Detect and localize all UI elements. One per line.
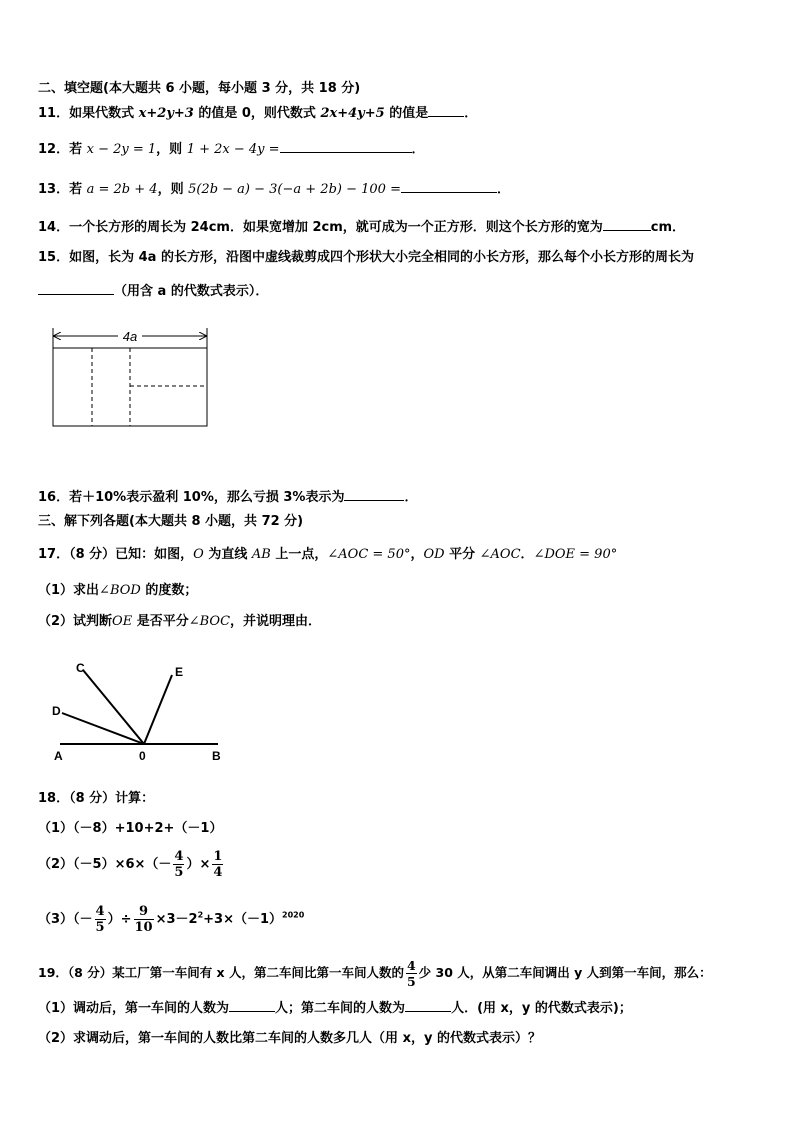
q18-p3-fraction-1: $\frac{4}{5}$ bbox=[95, 904, 105, 935]
q18-p2-fraction-1: $\frac{4}{5}$ bbox=[174, 849, 184, 880]
q18-p3-square: 2 bbox=[197, 910, 204, 920]
q19-text: 19．（8 分）某工厂第一车间有 x 人，第二车间比第一车间人数的 bbox=[38, 965, 404, 980]
q17-sub1-text-post: 的度数； bbox=[140, 583, 198, 598]
q19-s1-text-c: 人．(用 x，y 的代数式表示)； bbox=[451, 1001, 632, 1016]
question-18-title: 18．（8 分）计算： bbox=[38, 791, 155, 806]
q14-text: 14．一个长方形的周长为 24cm．如果宽增加 2cm，就可成为一个正方形．则这个长方形的宽为 bbox=[38, 220, 603, 235]
q15-text: （用含 a 的代数式表示）． bbox=[114, 284, 269, 299]
q18-p3-text-c: ×3－2 bbox=[155, 912, 198, 927]
q17-sub-1 bbox=[38, 582, 197, 600]
q13-text-mid: ，则 bbox=[157, 182, 189, 197]
q18-p2-text-b: ）× bbox=[186, 857, 211, 872]
q11-answer-blank[interactable] bbox=[428, 104, 464, 117]
q17-text-4: 平分 bbox=[444, 547, 480, 562]
ray-oe bbox=[144, 675, 172, 744]
question-16 bbox=[38, 488, 417, 507]
q17-sub2-text: （2）试判断 bbox=[38, 614, 113, 629]
q12-answer-blank[interactable] bbox=[280, 140, 412, 153]
q17-line-ab: AB bbox=[251, 547, 271, 562]
q11-end: ． bbox=[464, 106, 478, 121]
question-15-line2 bbox=[38, 282, 268, 301]
q19-s1-text-a: （1）调动后，第一车间的人数为 bbox=[38, 1001, 230, 1016]
label-o: 0 bbox=[139, 749, 146, 763]
q17-text-1: 为直线 bbox=[203, 547, 252, 562]
q13-answer-blank[interactable] bbox=[401, 180, 497, 193]
q17-ray-od: OD bbox=[423, 547, 445, 562]
q18-p3-text-a: （3）（－ bbox=[38, 912, 93, 927]
q17-angle-doe: ∠DOE = 90° bbox=[533, 547, 618, 562]
q11-expr1: x+2y+3 bbox=[138, 106, 194, 121]
q11-text: 11．如果代数式 bbox=[38, 106, 139, 121]
question-13 bbox=[38, 180, 510, 199]
q17-sub2-text-post: ，并说明理由． bbox=[230, 614, 322, 629]
section-3-title: 三、解下列各题(本大题共 8 小题，共 72 分) bbox=[38, 514, 304, 529]
question-11 bbox=[38, 104, 477, 123]
q18-p2-fraction-2: $\frac{1}{4}$ bbox=[213, 849, 223, 880]
label-a: A bbox=[54, 749, 63, 763]
q17-sub2-text-mid: 是否平分 bbox=[132, 614, 189, 629]
q17-point-o: O bbox=[193, 547, 204, 562]
q11-expr2: 2x+4y+5 bbox=[320, 106, 385, 121]
q19-fraction: $\frac{4}{5}$ bbox=[406, 958, 416, 989]
q17-text-3: ， bbox=[410, 547, 424, 562]
q17-text: 17．（8 分）已知：如图， bbox=[38, 547, 194, 562]
q12-expression: 1 + 2x − 4y = bbox=[186, 142, 280, 157]
q16-end: ． bbox=[404, 490, 418, 505]
q12-end: ． bbox=[411, 142, 425, 157]
q13-condition: a = 2b + 4 bbox=[86, 182, 158, 197]
label-e: E bbox=[175, 665, 184, 679]
q19-text-post: 少 30 人，从第二车间调出 y 人到第一车间，那么： bbox=[418, 965, 712, 980]
q17-sub-2 bbox=[38, 613, 321, 631]
q18-p2-text-a: （2）（－5）×6×（－ bbox=[38, 857, 172, 872]
question-15-line1: 15．如图，长为 4a 的长方形，沿图中虚线裁剪成四个形状大小完全相同的小长方形，那么每个小长方形的周长为 bbox=[38, 250, 694, 265]
question-14 bbox=[38, 218, 685, 237]
q18-p3-exponent: 2020 bbox=[282, 910, 305, 920]
dim-label: 4a bbox=[122, 329, 138, 344]
q17-text-2: 上一点， bbox=[270, 547, 328, 562]
q18-p3-text-d: +3×（－1） bbox=[203, 912, 283, 927]
q13-expression: 5(2b − a) − 3(−a + 2b) − 100 = bbox=[188, 182, 401, 197]
q16-text: 16．若＋10%表示盈利 10%，那么亏损 3%表示为 bbox=[38, 490, 345, 505]
q17-sub1-text: （1）求出 bbox=[38, 583, 100, 598]
label-b: B bbox=[212, 749, 221, 763]
q17-sub1-angle: ∠BOD bbox=[99, 583, 141, 598]
q11-text-post: 的值是 bbox=[384, 106, 429, 121]
q13-end: ． bbox=[496, 182, 510, 197]
q19-s1-blank-2[interactable] bbox=[405, 999, 451, 1012]
q17-angle-aoc-2: ∠AOC bbox=[479, 547, 521, 562]
question-12 bbox=[38, 140, 425, 159]
q18-p3-fraction-2: $\frac{9}{10}$ bbox=[134, 904, 153, 935]
q17-angle-figure bbox=[48, 655, 238, 765]
q13-text: 13．若 bbox=[38, 182, 87, 197]
question-19 bbox=[38, 958, 712, 989]
q15-rectangle-figure bbox=[44, 322, 220, 432]
q15-answer-blank[interactable] bbox=[38, 282, 114, 295]
q17-sub2-ray: OE bbox=[112, 614, 133, 629]
question-17 bbox=[38, 546, 617, 564]
label-d: D bbox=[52, 704, 61, 718]
q19-s1-text-b: 人；第二车间的人数为 bbox=[275, 1001, 406, 1016]
q12-condition: x − 2y = 1 bbox=[86, 142, 157, 157]
q18-p3-text-b: ）÷ bbox=[107, 912, 132, 927]
q11-text-mid: 的值是 0，则代数式 bbox=[193, 106, 321, 121]
q12-text-mid: ，则 bbox=[156, 142, 187, 157]
q18-part-1: （1）（－8）+10+2+（－1） bbox=[38, 821, 223, 836]
label-c: C bbox=[76, 661, 85, 675]
q17-sub2-angle: ∠BOC bbox=[188, 614, 231, 629]
q18-part-2 bbox=[38, 849, 225, 880]
section-2-title: 二、填空题(本大题共 6 小题，每小题 3 分，共 18 分) bbox=[38, 81, 361, 96]
q18-part-3 bbox=[38, 904, 304, 935]
q17-text-5: ． bbox=[520, 547, 534, 562]
q12-text: 12．若 bbox=[38, 142, 87, 157]
q14-answer-blank[interactable] bbox=[603, 218, 651, 231]
q19-sub-1 bbox=[38, 999, 632, 1018]
q19-sub-2: （2）求调动后，第一车间的人数比第二车间的人数多几人（用 x，y 的代数式表示）？ bbox=[38, 1031, 541, 1046]
q17-angle-aoc: ∠AOC = 50° bbox=[327, 547, 411, 562]
q14-end: cm． bbox=[650, 220, 686, 235]
q16-answer-blank[interactable] bbox=[344, 488, 404, 501]
q19-s1-blank-1[interactable] bbox=[229, 999, 275, 1012]
